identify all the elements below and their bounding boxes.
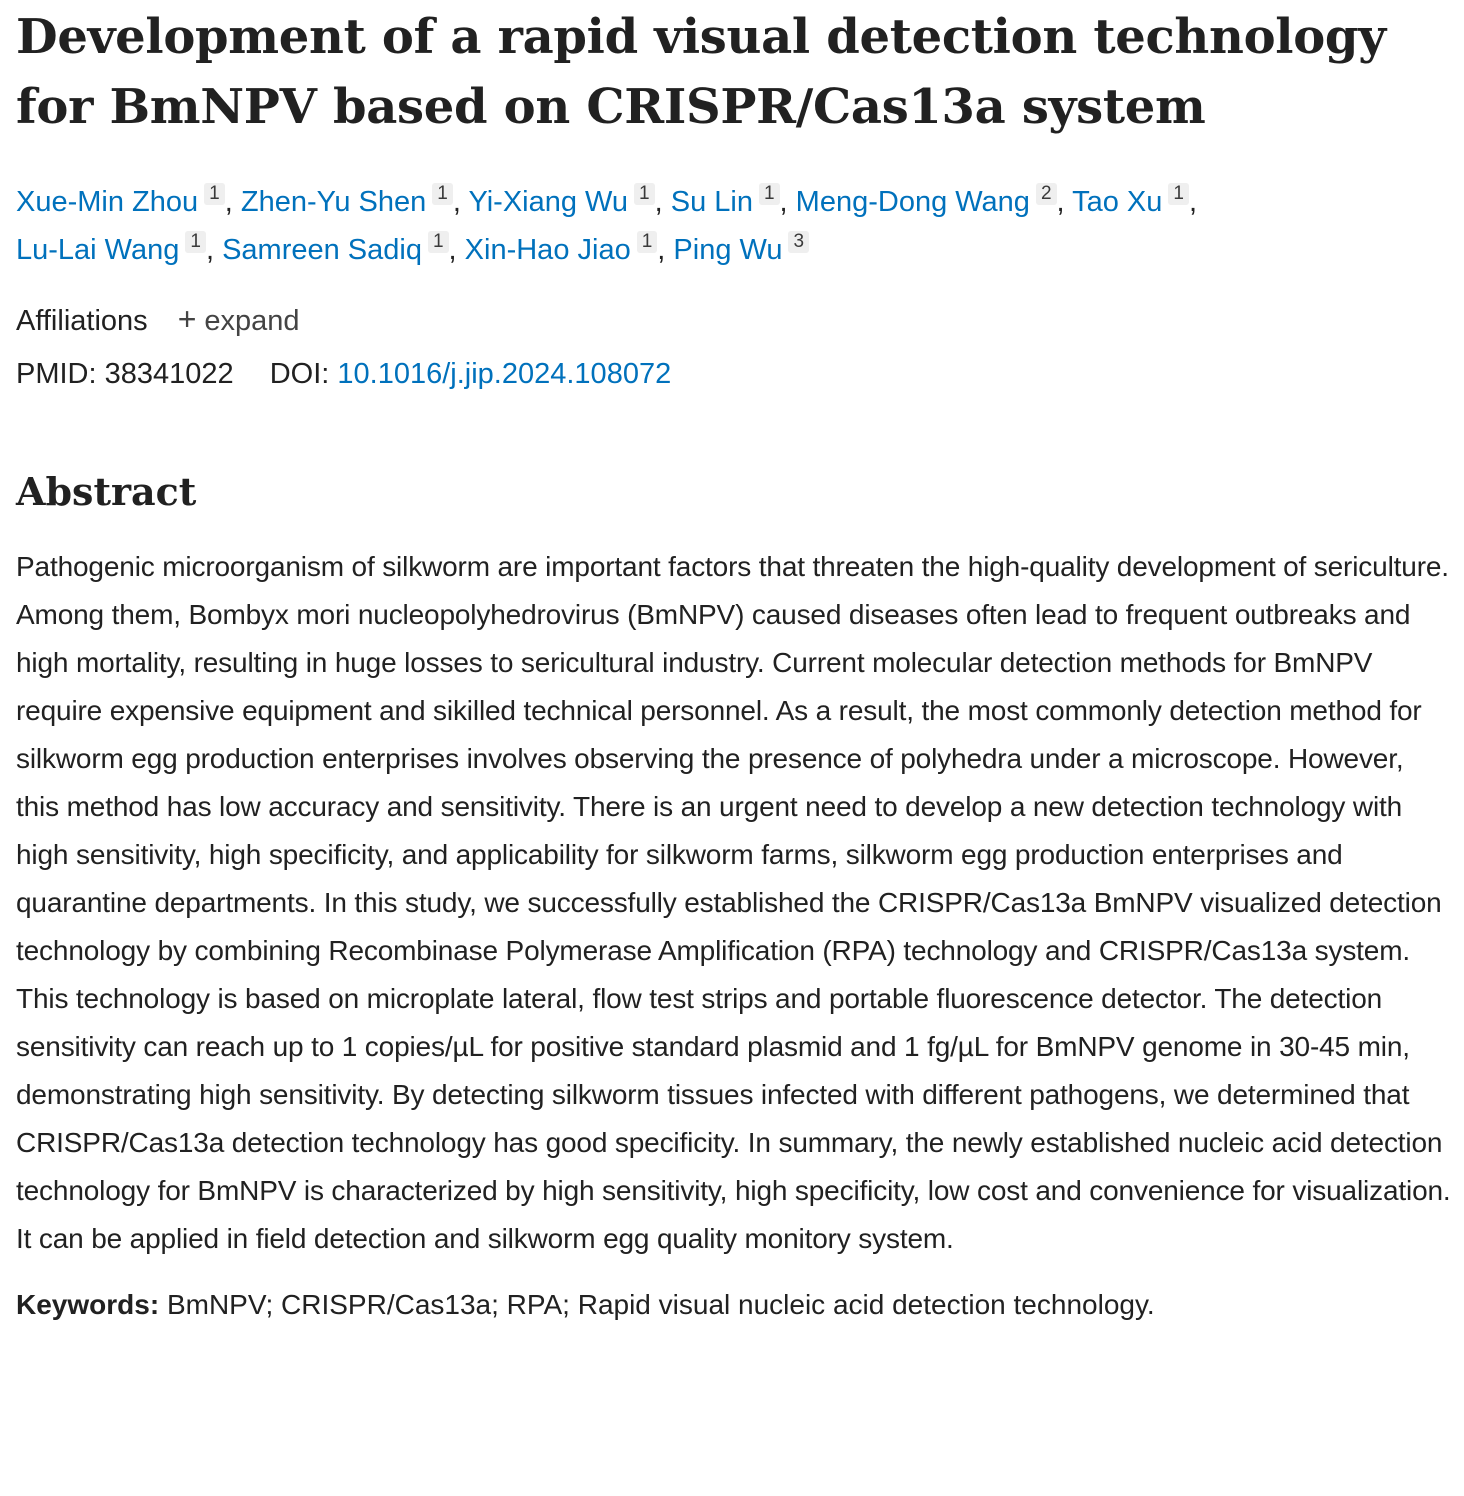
author-item [464,231,658,266]
author-item [795,183,1057,218]
affiliation-number[interactable]: 1 [1168,183,1189,205]
keywords-label: Keywords: [16,1289,160,1320]
article-title: Development of a rapid visual detection technology for BmNPV based on CRISPR/Cas13a system [16,9,1386,135]
keywords-row [16,1285,1454,1325]
author-link[interactable]: Zhen-Yu Shen [240,186,427,218]
author-item [16,231,206,266]
pmid-value: 38341022 [104,358,234,390]
author-link[interactable]: Xue-Min Zhou [16,186,199,218]
affiliations-label: Affiliations [16,305,148,337]
author-item [16,183,225,218]
author-item [670,183,780,218]
affiliation-number[interactable]: 3 [788,231,809,253]
author-item [468,183,654,218]
author-link[interactable]: Tao Xu [1072,186,1163,218]
author-item [222,231,448,266]
author-link[interactable]: Yi-Xiang Wu [468,186,629,218]
author-link[interactable]: Xin-Hao Jiao [464,234,631,266]
plus-icon: + [177,301,197,337]
abstract-text: Pathogenic microorganism of silkworm are important factors that threaten the high-quality development of sericulture. Among them, Bombyx mori nucleopolyhedrovirus (BmNPV) caused diseases often lead to frequent outbreaks and high mortality, resulting in huge losses to sericultural industry. Current molecular detection methods for BmNPV require expensive equipment and sikilled technical personnel. As a result, the most commonly detection method for silkworm egg production enterprises involves observing the presence of polyhedra under a microscope. However, this method has low accuracy and sensitivity. There is an urgent need to develop a new detection technology with high sensitivity, high specificity, and applicability for silkworm farms, silkworm egg production enterprises and quarantine departments. In this study, we successfully established the CRISPR/Cas13a BmNPV visualized detection technology by combining Recombinase Polymerase Amplification (RPA) technology and CRISPR/Cas13a system. This technology is based on microplate lateral, flow test strips and portable fluorescence detector. The detection sensitivity can reach up to 1 copies/µL for positive standard plasmid and 1 fg/µL for BmNPV genome in 30-45 min, demonstrating high sensitivity. By detecting silkworm tissues infected with different pathogens, we determined that CRISPR/Cas13a detection technology has good specificity. In summary, the newly established nucleic acid detection technology for BmNPV is characterized by high sensitivity, high specificity, low cost and convenience for visualization. It can be applied in field detection and silkworm egg quality monitory system. [16,551,1451,1254]
identifiers-row [16,357,1454,391]
doi-link[interactable]: 10.1016/j.jip.2024.108072 [337,358,672,390]
affiliation-number[interactable]: 1 [759,183,780,205]
author-link[interactable]: Lu-Lai Wang [16,234,180,266]
affiliation-number[interactable]: 2 [1036,183,1057,205]
author-item [240,183,453,218]
author-link[interactable]: Samreen Sadiq [222,234,422,266]
author-item [1072,183,1189,218]
author-link[interactable]: Meng-Dong Wang [795,186,1030,218]
expand-label: expand [204,305,300,337]
affiliation-number[interactable]: 1 [185,231,206,253]
affiliation-number[interactable]: 1 [634,183,655,205]
author-link[interactable]: Ping Wu [673,234,783,266]
affiliation-number[interactable]: 1 [204,183,225,205]
affiliations-expand-button[interactable] [177,301,300,337]
doi-label: DOI: [269,358,330,390]
affiliation-number[interactable]: 1 [428,231,449,253]
affiliation-number[interactable]: 1 [432,183,453,205]
author-link[interactable]: Su Lin [670,186,753,218]
author-item [673,231,809,266]
pmid-label: PMID: [16,358,97,390]
abstract-heading: Abstract [16,469,197,514]
keywords-text: BmNPV; CRISPR/Cas13a; RPA; Rapid visual nucleic acid detection technology. [166,1289,1155,1320]
affiliations-row [16,302,1454,338]
affiliation-number[interactable]: 1 [637,231,658,253]
author-list: Xue-Min Zhou 1 , Zhen-Yu Shen 1 , Yi-Xiang Wu 1 , Su Lin 1 , Meng-Dong Wang 2 , Tao Xu 1 , Lu-Lai Wang 1 , Samreen Sadiq 1 , Xin-Hao Jiao 1 , Ping Wu 3 [16,183,1198,266]
